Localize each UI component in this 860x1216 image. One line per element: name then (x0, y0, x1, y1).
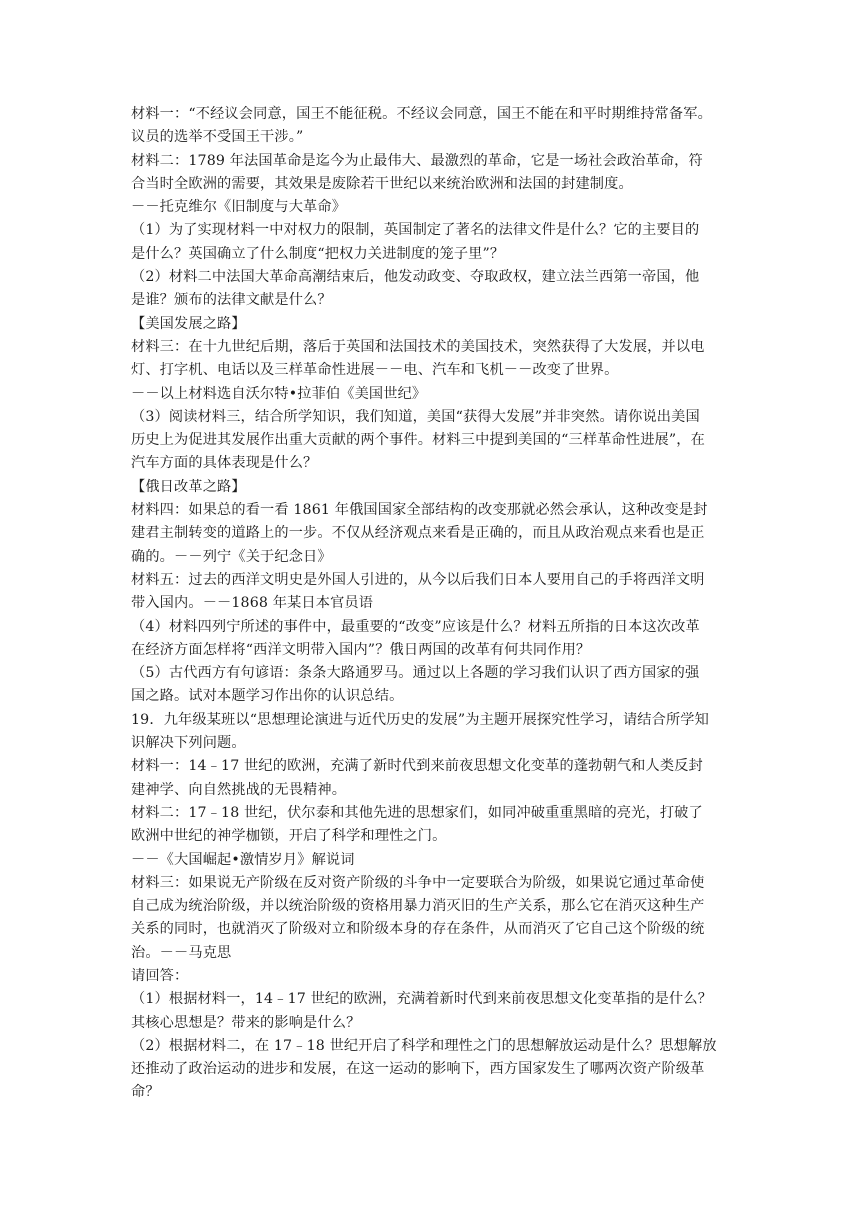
text-line: 【俄日改革之路】 (131, 478, 246, 495)
text-line: 材料一：“不经议会同意，国王不能征税。不经议会同意，国王不能在和平时期维持常备军。 (131, 106, 712, 122)
text-line: 【美国发展之路】 (131, 315, 246, 332)
text-line: 19．九年级某班以“思想理论演进与近代历史的发展”为主题开展探究性学习，请结合所学知 (131, 711, 709, 728)
text-line: 自己成为统治阶级，并以统治阶级的资格用暴力消灭旧的生产关系，那么它在消灭这种生产 (131, 898, 705, 915)
text-line: 国之路。试对本题学习作出你的认识总结。 (131, 688, 404, 705)
text-line: （2）根据材料二，在 17﹣18 世纪开启了科学和理性之门的思想解放运动是什么？思想解放 (131, 1037, 717, 1054)
text-line: 材料五：过去的西洋文明史是外国人引进的，从今以后我们日本人要用自己的手将西洋文明 (131, 571, 705, 588)
text-line: （5）古代西方有句谚语：条条大路通罗马。通过以上各题的学习我们认识了西方国家的强 (131, 665, 700, 682)
text-line: （3）阅读材料三，结合所学知识，我们知道，美国“获得大发展”并非突然。请你说出美国 (131, 408, 700, 425)
text-line: （1）根据材料一，14﹣17 世纪的欧洲，充满着新时代到来前夜思想文化变革指的是什么？ (131, 991, 713, 1008)
text-line: 是谁？颁布的法律文献是什么？ (131, 292, 332, 309)
text-line: 还推动了政治运动的进步和发展，在这一运动的影响下，西方国家发生了哪两次资产阶级革 (131, 1061, 705, 1078)
text-line: 带入国内。－－1868 年某日本官员语 (131, 595, 374, 612)
text-line: 建神学、向自然挑战的无畏精神。 (131, 781, 347, 798)
text-line: 材料三：如果说无产阶级在反对资产阶级的斗争中一定要联合为阶级，如果说它通过革命使 (131, 874, 705, 891)
text-line: －－《大国崛起•激情岁月》解说词 (131, 851, 355, 868)
document-body (131, 103, 761, 1105)
text-line: 确的。－－列宁《关于纪念日》 (131, 548, 332, 565)
text-line: 治。－－马克思 (131, 944, 232, 961)
text-line: 其核心思想是？带来的影响是什么？ (131, 1014, 361, 1031)
text-line: 灯、打字机、电话以及三样革命性进展－－电、汽车和飞机－－改变了世界。 (131, 362, 619, 379)
text-line: －－以上材料选自沃尔特•拉菲伯《美国世纪》 (131, 385, 427, 402)
text-line: 材料一：14﹣17 世纪的欧洲，充满了新时代到来前夜思想文化变革的蓬勃朝气和人类反封 (131, 758, 703, 775)
text-line: 识解决下列问题。 (131, 735, 246, 752)
text-line: 是什么？英国确立了什么制度“把权力关进制度的笼子里”？ (131, 245, 505, 262)
text-line: 材料三：在十九世纪后期，落后于英国和法国技术的美国技术，突然获得了大发展，并以电 (131, 338, 705, 355)
text-line: 在经济方面怎样将“西洋文明带入国内”？俄日两国的改革有何共同作用？ (131, 641, 591, 658)
text-line: （4）材料四列宁所述的事件中，最重要的“改变”应该是什么？材料五所指的日本这次改革 (131, 618, 700, 635)
text-line: 汽车方面的具体表现是什么？ (131, 455, 318, 472)
text-line: （1）为了实现材料一中对权力的限制，英国制定了著名的法律文件是什么？它的主要目的 (131, 222, 700, 239)
text-line: 合当时全欧洲的需要，其效果是废除若干世纪以来统治欧洲和法国的封建制度。 (131, 175, 633, 192)
text-line: 关系的同时，也就消灭了阶级对立和阶级本身的存在条件，从而消灭了它自己这个阶级的统 (131, 921, 705, 938)
text-line: 历史上为促进其发展作出重大贡献的两个事件。材料三中提到美国的“三样革命性进展”，在 (131, 432, 705, 449)
text-line: 请回答： (131, 967, 189, 984)
text-line: 命？ (131, 1084, 160, 1101)
text-line: 欧洲中世纪的神学枷锁，开启了科学和理性之门。 (131, 828, 447, 845)
text-line: 议员的选举不受国王干涉。” (131, 129, 304, 146)
text-line: （2）材料二中法国大革命高潮结束后，他发动政变、夺取政权，建立法兰西第一帝国，他 (131, 269, 700, 286)
text-line: 建君主制转变的道路上的一步。不仅从经济观点来看是正确的，而且从政治观点来看也是正 (131, 525, 705, 542)
text-line: 材料二：17﹣18 世纪，伏尔泰和其他先进的思想家们，如同冲破重重黑暗的亮光，打破了 (131, 804, 703, 821)
text-line: －－托克维尔《旧制度与大革命》 (131, 199, 347, 216)
text-line: 材料二：1789 年法国革命是迄今为止最伟大、最激烈的革命，它是一场社会政治革命，符 (131, 152, 703, 169)
text-line: 材料四：如果总的看一看 1861 年俄国国家全部结构的改变那就必然会承认，这种改变是封 (131, 502, 708, 519)
